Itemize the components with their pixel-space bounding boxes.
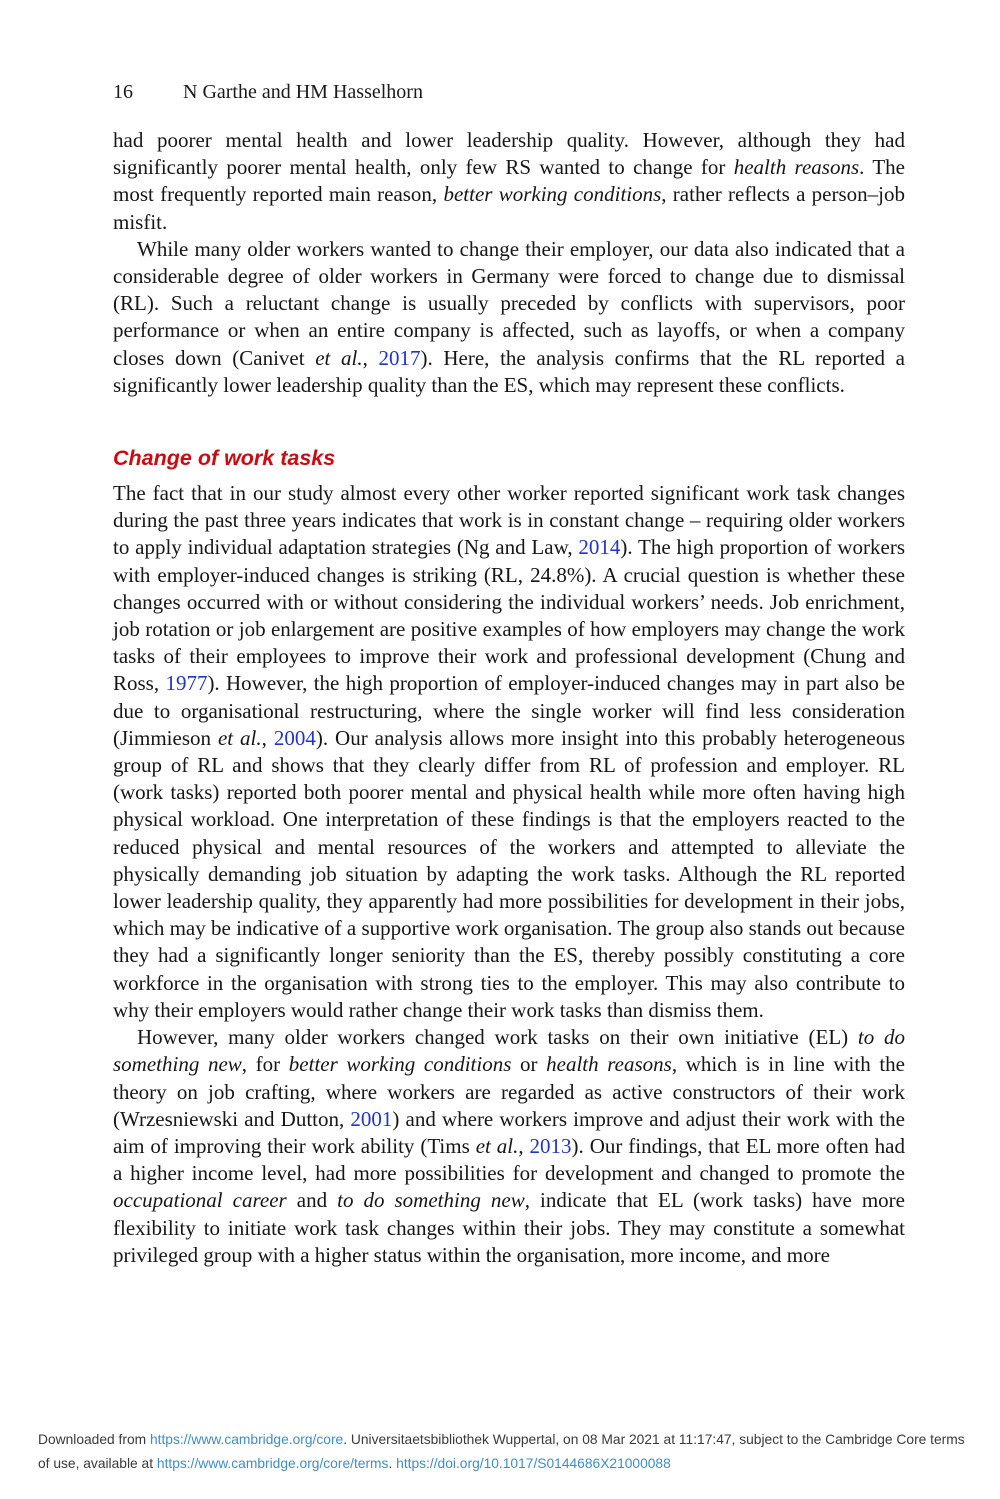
text-run: While many older workers wanted to change their employer, our data also indicated that a considerable degree of older workers in Germany were forced to change due to dismissal (RL). Such a reluctant change is usually preceded by conflicts with supervisors, poor performance or when an entire company is affected, such as layoffs, or when a company closes down (Canivet — [113, 236, 905, 370]
text-run: ). Here, the analysis confirms that the RL reported a significantly lower leadership quality than the ES, which may represent these conflicts. — [113, 345, 905, 397]
footer-link[interactable]: https://www.cambridge.org/core — [149, 1432, 344, 1447]
emphasis-text: et al. — [475, 1133, 519, 1158]
text-run: ) and where workers improve and adjust their work with the aim of improving their work ability (Tims — [113, 1106, 905, 1158]
paragraph — [113, 127, 905, 236]
text-run: . The most frequently reported main reason, — [113, 155, 905, 207]
emphasis-text: to do something new — [337, 1188, 525, 1213]
text-run: Downloaded from — [38, 1432, 150, 1447]
page-header — [113, 80, 905, 104]
text-run: , — [261, 725, 274, 750]
text-run: had poorer mental health and lower leadership quality. However, although they had significantly poorer mental health, only few RS wanted to change for — [113, 128, 905, 180]
text-run: However, many older workers changed work tasks on their own initiative (EL) — [137, 1025, 858, 1050]
text-run: ). The high proportion of workers with employer-induced changes is striking (RL, 24.8%). A crucial question is whether these changes occurred with or without considering the individual workers’ needs. Job enrichment, job rotation or job enlargement are positive examples of how employers may change the work tasks of their employees to improve their work and professional development (Chung and Ross, — [113, 535, 905, 696]
emphasis-text: health reasons — [733, 155, 860, 180]
emphasis-text: et al. — [217, 725, 262, 750]
text-run: , — [518, 1133, 530, 1158]
text-run: , which is in line with the theory on job crafting, where workers are regarded as active constructors of their work (Wrzesniewski and Dutton, — [113, 1052, 905, 1131]
citation-link[interactable]: 2014 — [578, 535, 621, 560]
emphasis-text: to do something new — [113, 1025, 905, 1077]
footer-link[interactable]: https://www.cambridge.org/core/terms — [156, 1455, 389, 1471]
text-run: , — [362, 345, 379, 370]
text-run: . Universitaetsbibliothek Wuppertal, on 08 Mar 2021 at 11:17:47, subject to the Cambridge Core terms of use, available at — [38, 1432, 965, 1471]
page-footer — [38, 1428, 966, 1475]
text-run: , indicate that EL (work tasks) have more flexibility to initiate work task changes within their jobs. They may constitute a somewhat privileged group with a higher status within the organisation, more income, and more — [113, 1188, 905, 1267]
text-run: ). Our analysis allows more insight into this probably heterogeneous group of RL and shows that they clearly differ from RL of profession and employer. RL (work tasks) reported both poorer mental and physical health while more often having high physical workload. One interpretation of these findings is that the employers reacted to the reduced physical and mental resources of the workers and attempted to alleviate the physically demanding job situation by adapting the work tasks. Although the RL reported lower leadership quality, they apparently had more possibilities for development in their jobs, which may be indicative of a supportive work organisation. The group also stands out because they had a significantly longer seniority than the ES, thereby possibly constituting a core workforce in the organisation with strong ties to the employer. This may also contribute to why their employers would rather change their work tasks than dismiss them. — [113, 725, 906, 1022]
text-run: and — [286, 1188, 338, 1213]
text-run: , for — [241, 1052, 289, 1077]
text-run: ). Our findings, that EL more often had a higher income level, had more possibilities for development and changed to promote the — [113, 1133, 905, 1186]
text-run: ). However, the high proportion of employer-induced changes may in part also be due to organisational restructuring, where the single worker will find less consideration (Jimmieson — [113, 671, 905, 750]
text-run: . — [388, 1455, 397, 1471]
page-number: 16 — [113, 81, 133, 103]
citation-link[interactable]: 2017 — [378, 345, 421, 370]
section-heading: Change of work tasks — [113, 446, 336, 471]
citation-link[interactable]: 2013 — [529, 1133, 572, 1158]
emphasis-text: occupational career — [113, 1188, 287, 1213]
body-content — [113, 127, 905, 1269]
text-run: , rather reflects a person–job misfit. — [113, 182, 905, 234]
running-head: N Garthe and HM Hasselhorn — [183, 81, 423, 103]
text-column — [113, 80, 905, 1269]
emphasis-text: better working conditions — [288, 1052, 512, 1077]
paragraph — [113, 1024, 905, 1269]
text-run: or — [511, 1052, 547, 1077]
text-run: The fact that in our study almost every other worker reported significant work task changes during the past three years indicates that work is in constant change – requiring older workers to apply individual adaptation strategies (Ng and Law, — [113, 481, 905, 560]
emphasis-text: health reasons — [546, 1052, 672, 1077]
emphasis-text: better working conditions — [443, 182, 662, 207]
emphasis-text: et al. — [315, 345, 363, 370]
citation-link[interactable]: 1977 — [165, 671, 208, 696]
footer-link[interactable]: https://doi.org/10.1017/S0144686X21000088 — [396, 1455, 671, 1471]
citation-link[interactable]: 2004 — [273, 725, 316, 750]
paragraph — [113, 480, 905, 1024]
paragraph — [113, 236, 905, 399]
citation-link[interactable]: 2001 — [350, 1106, 393, 1131]
